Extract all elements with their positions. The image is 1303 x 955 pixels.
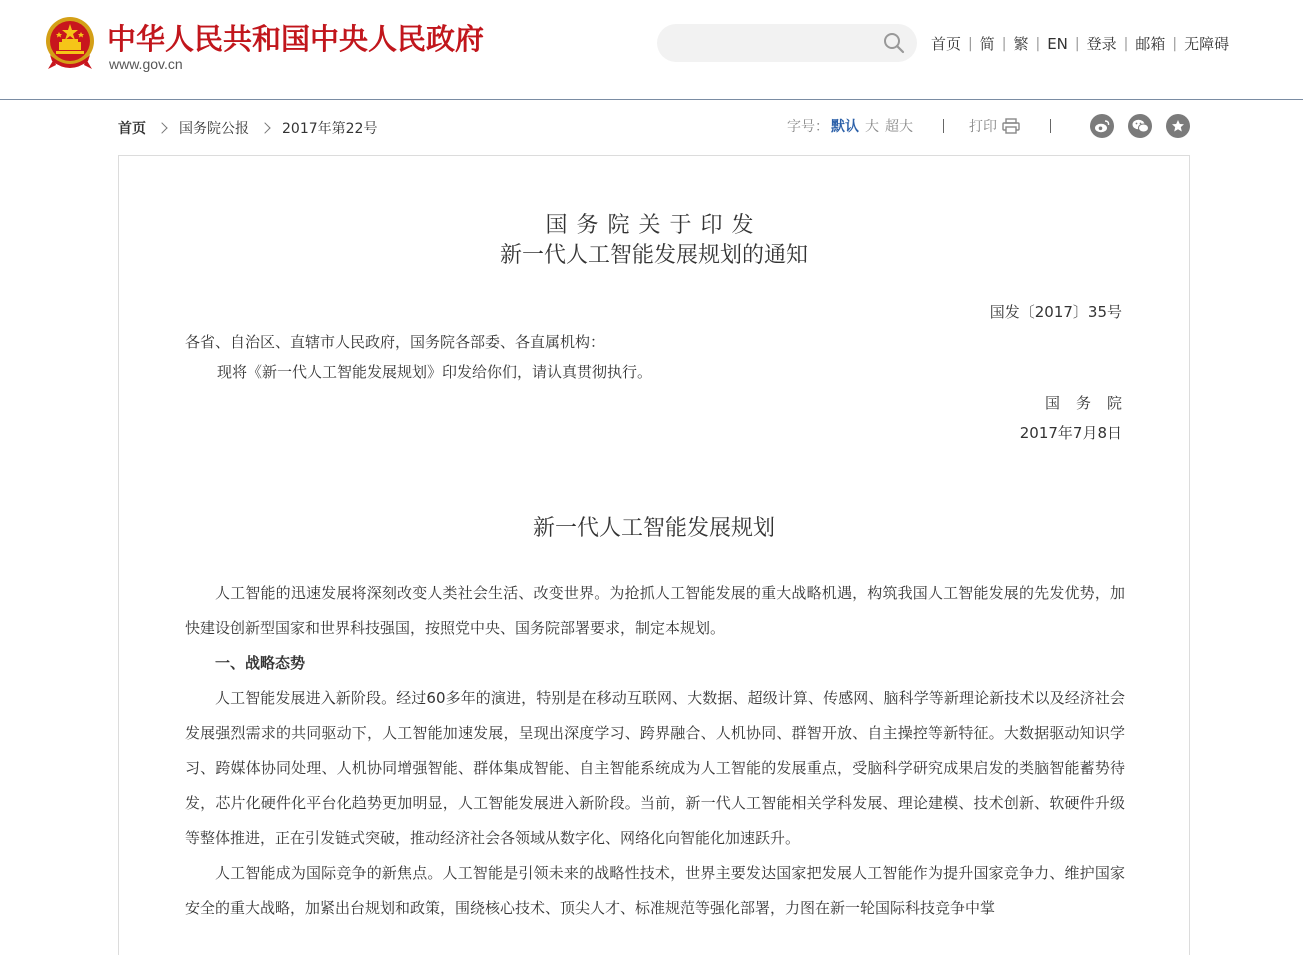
favorite-button[interactable]	[1166, 114, 1190, 138]
font-size-xlarge[interactable]: 超大	[885, 119, 913, 135]
plan-title: 新一代人工智能发展规划	[532, 516, 775, 541]
nav-separator: |	[1074, 35, 1080, 52]
breadcrumb-bar	[118, 110, 1190, 144]
section-heading: 一、战略态势	[215, 654, 306, 672]
nav-separator: |	[1123, 35, 1129, 52]
paragraph: 人工智能的迅速发展将深刻改变人类社会生活、改变世界。为抢抓人工智能发展的重大战略机遇，构筑我国人工智能发展的先发优势，加快建设创新型国家和世界科技强国，按照党中央、国务院部署要求，制定本规划。	[185, 584, 1125, 637]
document-number: 国发〔2017〕35号	[989, 303, 1122, 321]
national-emblem-icon[interactable]	[44, 15, 96, 71]
breadcrumb-home[interactable]: 首页	[118, 121, 146, 137]
addressee: 各省、自治区、直辖市人民政府，国务院各部委、各直属机构：	[185, 333, 606, 351]
site-name[interactable]: 中华人民共和国中央人民政府	[107, 22, 485, 56]
site-header	[0, 0, 1303, 100]
nav-mail[interactable]: 邮箱	[1135, 35, 1166, 53]
chevron-right-icon	[156, 122, 167, 133]
print-label: 打印	[969, 119, 997, 135]
nav-home[interactable]: 首页	[931, 35, 962, 53]
font-size-label: 字号：	[787, 119, 829, 135]
nav-separator: |	[1001, 35, 1007, 52]
top-nav	[931, 33, 1229, 54]
article-content	[118, 155, 1190, 955]
nav-english[interactable]: EN	[1047, 34, 1068, 53]
weibo-share-button[interactable]	[1090, 114, 1114, 138]
issuer: 国务院	[1044, 394, 1138, 412]
tools-divider	[943, 119, 944, 133]
article-title-line1: 国务院关于印发	[545, 213, 763, 238]
issue-date: 2017年7月8日	[1019, 424, 1122, 442]
nav-accessibility[interactable]: 无障碍	[1184, 35, 1230, 53]
search-input[interactable]	[675, 32, 869, 56]
breadcrumb-issue[interactable]: 2017年第22号	[282, 121, 378, 137]
nav-separator: |	[1172, 35, 1178, 52]
breadcrumb-gazette[interactable]: 国务院公报	[179, 121, 249, 137]
nav-separator: |	[1035, 35, 1041, 52]
article-title-line2: 新一代人工智能发展规划的通知	[499, 243, 808, 268]
nav-traditional[interactable]: 繁	[1013, 35, 1029, 53]
article-tools	[787, 114, 1190, 138]
weibo-icon	[1094, 119, 1110, 133]
wechat-share-button[interactable]	[1128, 114, 1152, 138]
printer-icon	[1002, 118, 1020, 134]
search-box	[657, 24, 917, 62]
font-size-default[interactable]: 默认	[831, 119, 859, 135]
favorite-star-icon	[1171, 119, 1185, 133]
search-icon[interactable]	[883, 32, 905, 54]
article-body	[185, 576, 1125, 926]
wechat-icon	[1132, 119, 1149, 133]
tools-divider	[1050, 119, 1051, 133]
nav-separator: |	[968, 35, 973, 52]
breadcrumb	[118, 118, 377, 138]
nav-simplified[interactable]: 简	[979, 35, 995, 53]
font-size-large[interactable]: 大	[865, 119, 879, 135]
notice-text: 现将《新一代人工智能发展规划》印发给你们，请认真贯彻执行。	[217, 363, 653, 381]
site-url[interactable]: www.gov.cn	[109, 56, 183, 72]
print-button[interactable]	[969, 116, 1020, 136]
chevron-right-icon	[259, 122, 270, 133]
nav-login[interactable]: 登录	[1086, 35, 1117, 53]
paragraph: 人工智能成为国际竞争的新焦点。人工智能是引领未来的战略性技术，世界主要发达国家把发展人工智能作为提升国家竞争力、维护国家安全的重大战略，加紧出台规划和政策，围绕核心技术、顶尖人才、标准规范等强化部署，力图在新一轮国际科技竞争中掌	[185, 864, 1125, 917]
paragraph: 人工智能发展进入新阶段。经过60多年的演进，特别是在移动互联网、大数据、超级计算、传感网、脑科学等新理论新技术以及经济社会发展强烈需求的共同驱动下，人工智能加速发展，呈现出深度学习、跨界融合、人机协同、群智开放、自主操控等新特征。大数据驱动知识学习、跨媒体协同处理、人机协同增强智能、群体集成智能、自主智能系统成为人工智能的发展重点，受脑科学研究成果启发的类脑智能蓄势待发，芯片化硬件化平台化趋势更加明显，人工智能发展进入新阶段。当前，新一代人工智能相关学科发展、理论建模、技术创新、软硬件升级等整体推进，正在引发链式突破，推动经济社会各领域从数字化、网络化向智能化加速跃升。	[185, 689, 1125, 847]
